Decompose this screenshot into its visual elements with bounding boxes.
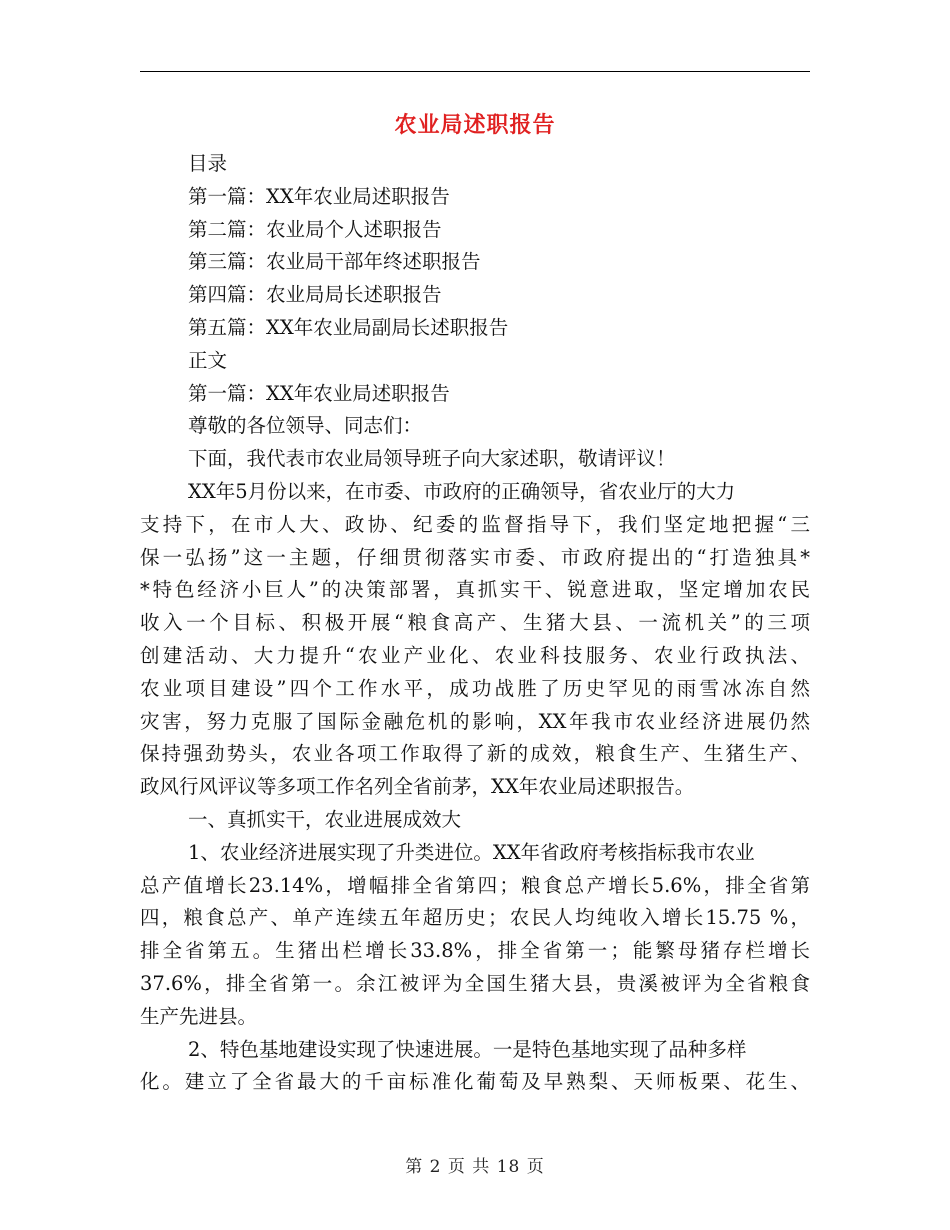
salutation: 尊敬的各位领导、同志们： <box>188 414 423 438</box>
paragraph-line: 政风行风评议等多项工作名列全省前茅，XX年农业局述职报告。 <box>140 775 695 799</box>
body-heading: 正文 <box>188 348 228 372</box>
paragraph-line: 支持下，在市人大、政协、纪委的监督指导下，我们坚定地把握“三 <box>140 512 810 536</box>
article-title: 第一篇：XX年农业局述职报告 <box>188 381 450 405</box>
header-rule <box>140 71 810 72</box>
toc-item: 第四篇：农业局局长述职报告 <box>188 283 442 307</box>
paragraph-line: 2、特色基地建设实现了快速进展。一是特色基地实现了品种多样 <box>188 1037 747 1061</box>
paragraph-line: 保一弘扬”这一主题，仔细贯彻落实市委、市政府提出的“打造独具* <box>140 545 810 569</box>
toc-item: 第一篇：XX年农业局述职报告 <box>188 184 450 208</box>
paragraph-line: 保持强劲势头，农业各项工作取得了新的成效，粮食生产、生猪生产、 <box>140 742 810 766</box>
toc-heading: 目录 <box>188 152 228 175</box>
paragraph-3 <box>140 1034 810 1100</box>
paragraph-line: 灾害，努力克服了国际金融危机的影响，XX年我市农业经济进展仍然 <box>140 709 810 733</box>
toc-item: 第五篇：XX年农业局副局长述职报告 <box>188 315 509 339</box>
paragraph-2 <box>140 837 810 1034</box>
toc-item: 第三篇：农业局干部年终述职报告 <box>188 250 481 274</box>
paragraph-line: 生产先进县。 <box>140 1004 258 1028</box>
paragraph-line: 化。建立了全省最大的千亩标准化葡萄及早熟梨、天师板栗、花生、 <box>140 1070 810 1094</box>
paragraph-line: 排全省第五。生猪出栏增长33.8%，排全省第一；能繁母猪存栏增长 <box>140 939 810 963</box>
page-number-footer: 第 2 页 共 18 页 <box>405 1157 545 1177</box>
paragraph-line: 总产值增长23.14%，增幅排全省第四；粮食总产增长5.6%，排全省第 <box>140 873 810 897</box>
paragraph-line: 农业项目建设”四个工作水平，成功战胜了历史罕见的雨雪冰冻自然 <box>140 676 810 700</box>
paragraph-1 <box>140 476 810 804</box>
paragraph-line: 创建活动、大力提升“农业产业化、农业科技服务、农业行政执法、 <box>140 643 810 667</box>
paragraph-line: 四，粮食总产、单产连续五年超历史；农民人均纯收入增长15.75 %， <box>140 906 810 930</box>
section-heading: 一、真抓实干，农业进展成效大 <box>188 807 462 831</box>
paragraph-line: 收入一个目标、积极开展“粮食高产、生猪大县、一流机关”的三项 <box>140 611 810 635</box>
intro-paragraph: 下面，我代表市农业局领导班子向大家述职，敬请评议！ <box>188 447 676 471</box>
paragraph-line: 1、农业经济进展实现了升类进位。XX年省政府考核指标我市农业 <box>188 840 755 864</box>
paragraph-line: XX年5月份以来，在市委、市政府的正确领导，省农业厅的大力 <box>188 479 736 503</box>
document-body <box>140 148 810 1099</box>
paragraph-line: 37.6%，排全省第一。余江被评为全国生猪大县，贵溪被评为全省粮食 <box>140 971 810 995</box>
toc-item: 第二篇：农业局个人述职报告 <box>188 217 442 241</box>
paragraph-line: *特色经济小巨人”的决策部署，真抓实干、锐意进取，坚定增加农民 <box>140 578 810 602</box>
document-title: 农业局述职报告 <box>394 112 556 138</box>
